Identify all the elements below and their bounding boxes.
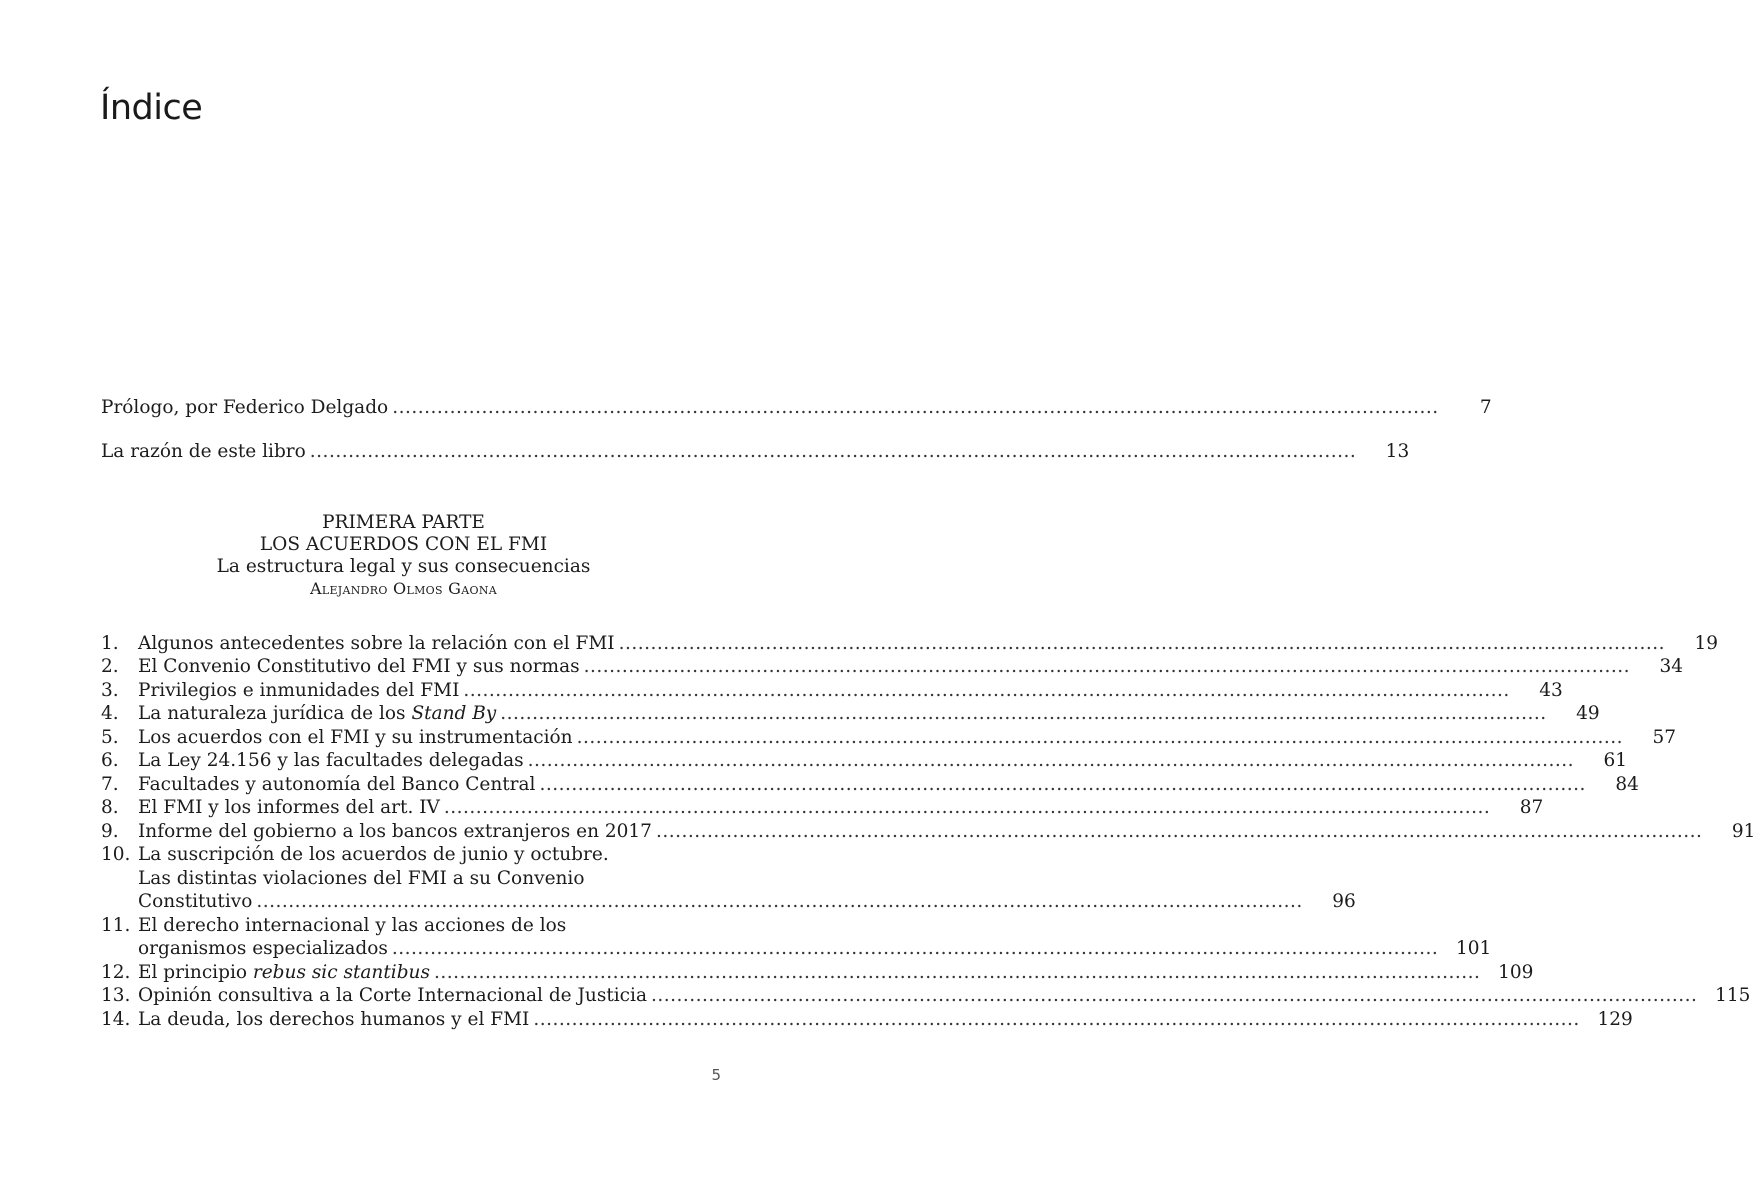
entry-page: 91 <box>1731 821 1755 842</box>
part-heading <box>0 512 807 600</box>
leader-dots: .................................................................................................................................................................... <box>256 891 1303 912</box>
entry-text: El Convenio Constitutivo del FMI y sus normas <box>138 656 580 677</box>
leader-dots: .................................................................................................................................................................... <box>433 962 1481 983</box>
chapter-number: 8. <box>101 797 119 818</box>
entry-text <box>138 702 496 725</box>
entry-text: Prólogo, por Federico Delgado <box>101 397 389 418</box>
entry-page: 101 <box>1455 938 1492 959</box>
entry-page: 49 <box>1576 703 1600 724</box>
entry-page: 34 <box>1659 656 1684 677</box>
entry-text: Algunos antecedentes sobre la relación con el FMI <box>138 633 615 654</box>
chapter-number: 6. <box>101 750 119 771</box>
leader-dots: .................................................................................................................................................................... <box>533 1009 1580 1030</box>
chapter-number: 4. <box>101 703 119 724</box>
leader-dots: .................................................................................................................................................................... <box>392 397 1439 418</box>
entry-page: 43 <box>1539 680 1563 701</box>
entry-text: Opinión consultiva a la Corte Internacional de Justicia <box>138 985 647 1006</box>
toc-entry-chapter-13 <box>138 984 1751 1007</box>
page-number: 5 <box>711 1066 721 1084</box>
entry-page: 84 <box>1615 774 1639 795</box>
toc-entry-chapter-4 <box>138 702 1600 725</box>
entry-page: 61 <box>1603 750 1628 771</box>
entry-page: 19 <box>1694 633 1719 654</box>
entry-text: organismos especializados <box>138 938 388 959</box>
toc-entry-prologue <box>101 396 1492 419</box>
entry-text-italic: rebus sic stantibus <box>252 962 430 983</box>
entry-page: 13 <box>1385 441 1410 462</box>
leader-dots: .................................................................................................................................................................... <box>539 774 1586 795</box>
part-label: PRIMERA PARTE <box>322 512 485 533</box>
chapter-number: 3. <box>101 680 119 701</box>
entry-text-line: Las distintas violaciones del FMI a su Convenio <box>138 868 585 889</box>
entry-text <box>138 961 430 984</box>
toc-entry-reason <box>101 440 1410 463</box>
entry-text: La Ley 24.156 y las facultades delegadas <box>138 750 524 771</box>
part-title: LOS ACUERDOS CON EL FMI <box>259 534 548 555</box>
toc-entry-chapter-6 <box>138 749 1628 772</box>
toc-entry-chapter-10 <box>138 890 1356 913</box>
leader-dots: .................................................................................................................................................................... <box>443 797 1491 818</box>
entry-page: 109 <box>1498 962 1534 983</box>
chapter-number: 11. <box>101 915 131 936</box>
entry-text: Los acuerdos con el FMI y su instrumentación <box>138 727 573 748</box>
entry-text: La deuda, los derechos humanos y el FMI <box>138 1009 530 1030</box>
toc-entry-chapter-7 <box>138 773 1639 796</box>
leader-dots: .................................................................................................................................................................... <box>576 727 1624 748</box>
entry-text-italic: Stand By <box>411 703 497 724</box>
chapter-number: 10. <box>101 844 131 865</box>
leader-dots: .................................................................................................................................................................... <box>391 938 1439 959</box>
entry-text-plain: El principio <box>138 962 253 983</box>
chapter-number: 14. <box>101 1009 131 1030</box>
leader-dots: .................................................................................................................................................................... <box>309 441 1357 462</box>
chapter-number: 1. <box>101 633 119 654</box>
entry-text-line: La suscripción de los acuerdos de junio y octubre. <box>138 844 609 865</box>
part-subtitle: La estructura legal y sus consecuencias <box>216 556 591 577</box>
toc-entry-chapter-11 <box>138 937 1492 960</box>
chapter-number: 12. <box>101 962 131 983</box>
entry-page: 96 <box>1332 891 1356 912</box>
leader-dots: .................................................................................................................................................................... <box>651 985 1698 1006</box>
toc-entry-chapter-1 <box>138 632 1719 655</box>
entry-text-plain: La naturaleza jurídica de los <box>138 703 412 724</box>
entry-text: El FMI y los informes del art. IV <box>138 797 440 818</box>
chapter-number: 13. <box>101 985 131 1006</box>
part-author: Alejandro Olmos Gaona <box>309 579 497 598</box>
leader-dots: .................................................................................................................................................................... <box>618 633 1666 654</box>
entry-text: Informe del gobierno a los bancos extranjeros en 2017 <box>138 821 652 842</box>
index-title: Índice <box>100 88 203 128</box>
leader-dots: .................................................................................................................................................................... <box>500 703 1547 724</box>
entry-text-line: El derecho internacional y las acciones de los <box>138 915 567 936</box>
toc-entry-chapter-14 <box>138 1008 1633 1031</box>
chapter-number: 7. <box>101 774 119 795</box>
entry-text: Facultades y autonomía del Banco Central <box>138 774 536 795</box>
toc-entry-chapter-2 <box>138 655 1684 678</box>
toc-entry-chapter-8 <box>138 796 1544 819</box>
leader-dots: .................................................................................................................................................................... <box>527 750 1575 771</box>
entry-text: Constitutivo <box>138 891 253 912</box>
leader-dots: .................................................................................................................................................................... <box>655 821 1703 842</box>
entry-text: Privilegios e inmunidades del FMI <box>138 680 460 701</box>
chapter-number: 5. <box>101 727 119 748</box>
entry-page: 115 <box>1715 985 1751 1006</box>
entry-page: 7 <box>1479 397 1492 418</box>
leader-dots: .................................................................................................................................................................... <box>583 656 1631 677</box>
leader-dots: .................................................................................................................................................................... <box>463 680 1510 701</box>
entry-text: La razón de este libro <box>101 441 306 462</box>
toc-entry-chapter-12 <box>138 961 1534 984</box>
toc-entry-chapter-9 <box>138 820 1755 843</box>
chapter-number: 9. <box>101 821 119 842</box>
entry-page: 57 <box>1652 727 1677 748</box>
entry-page: 129 <box>1597 1009 1633 1030</box>
entry-page: 87 <box>1519 797 1544 818</box>
chapter-number: 2. <box>101 656 119 677</box>
toc-entry-chapter-5 <box>138 726 1677 749</box>
toc-entry-chapter-3 <box>138 679 1563 702</box>
